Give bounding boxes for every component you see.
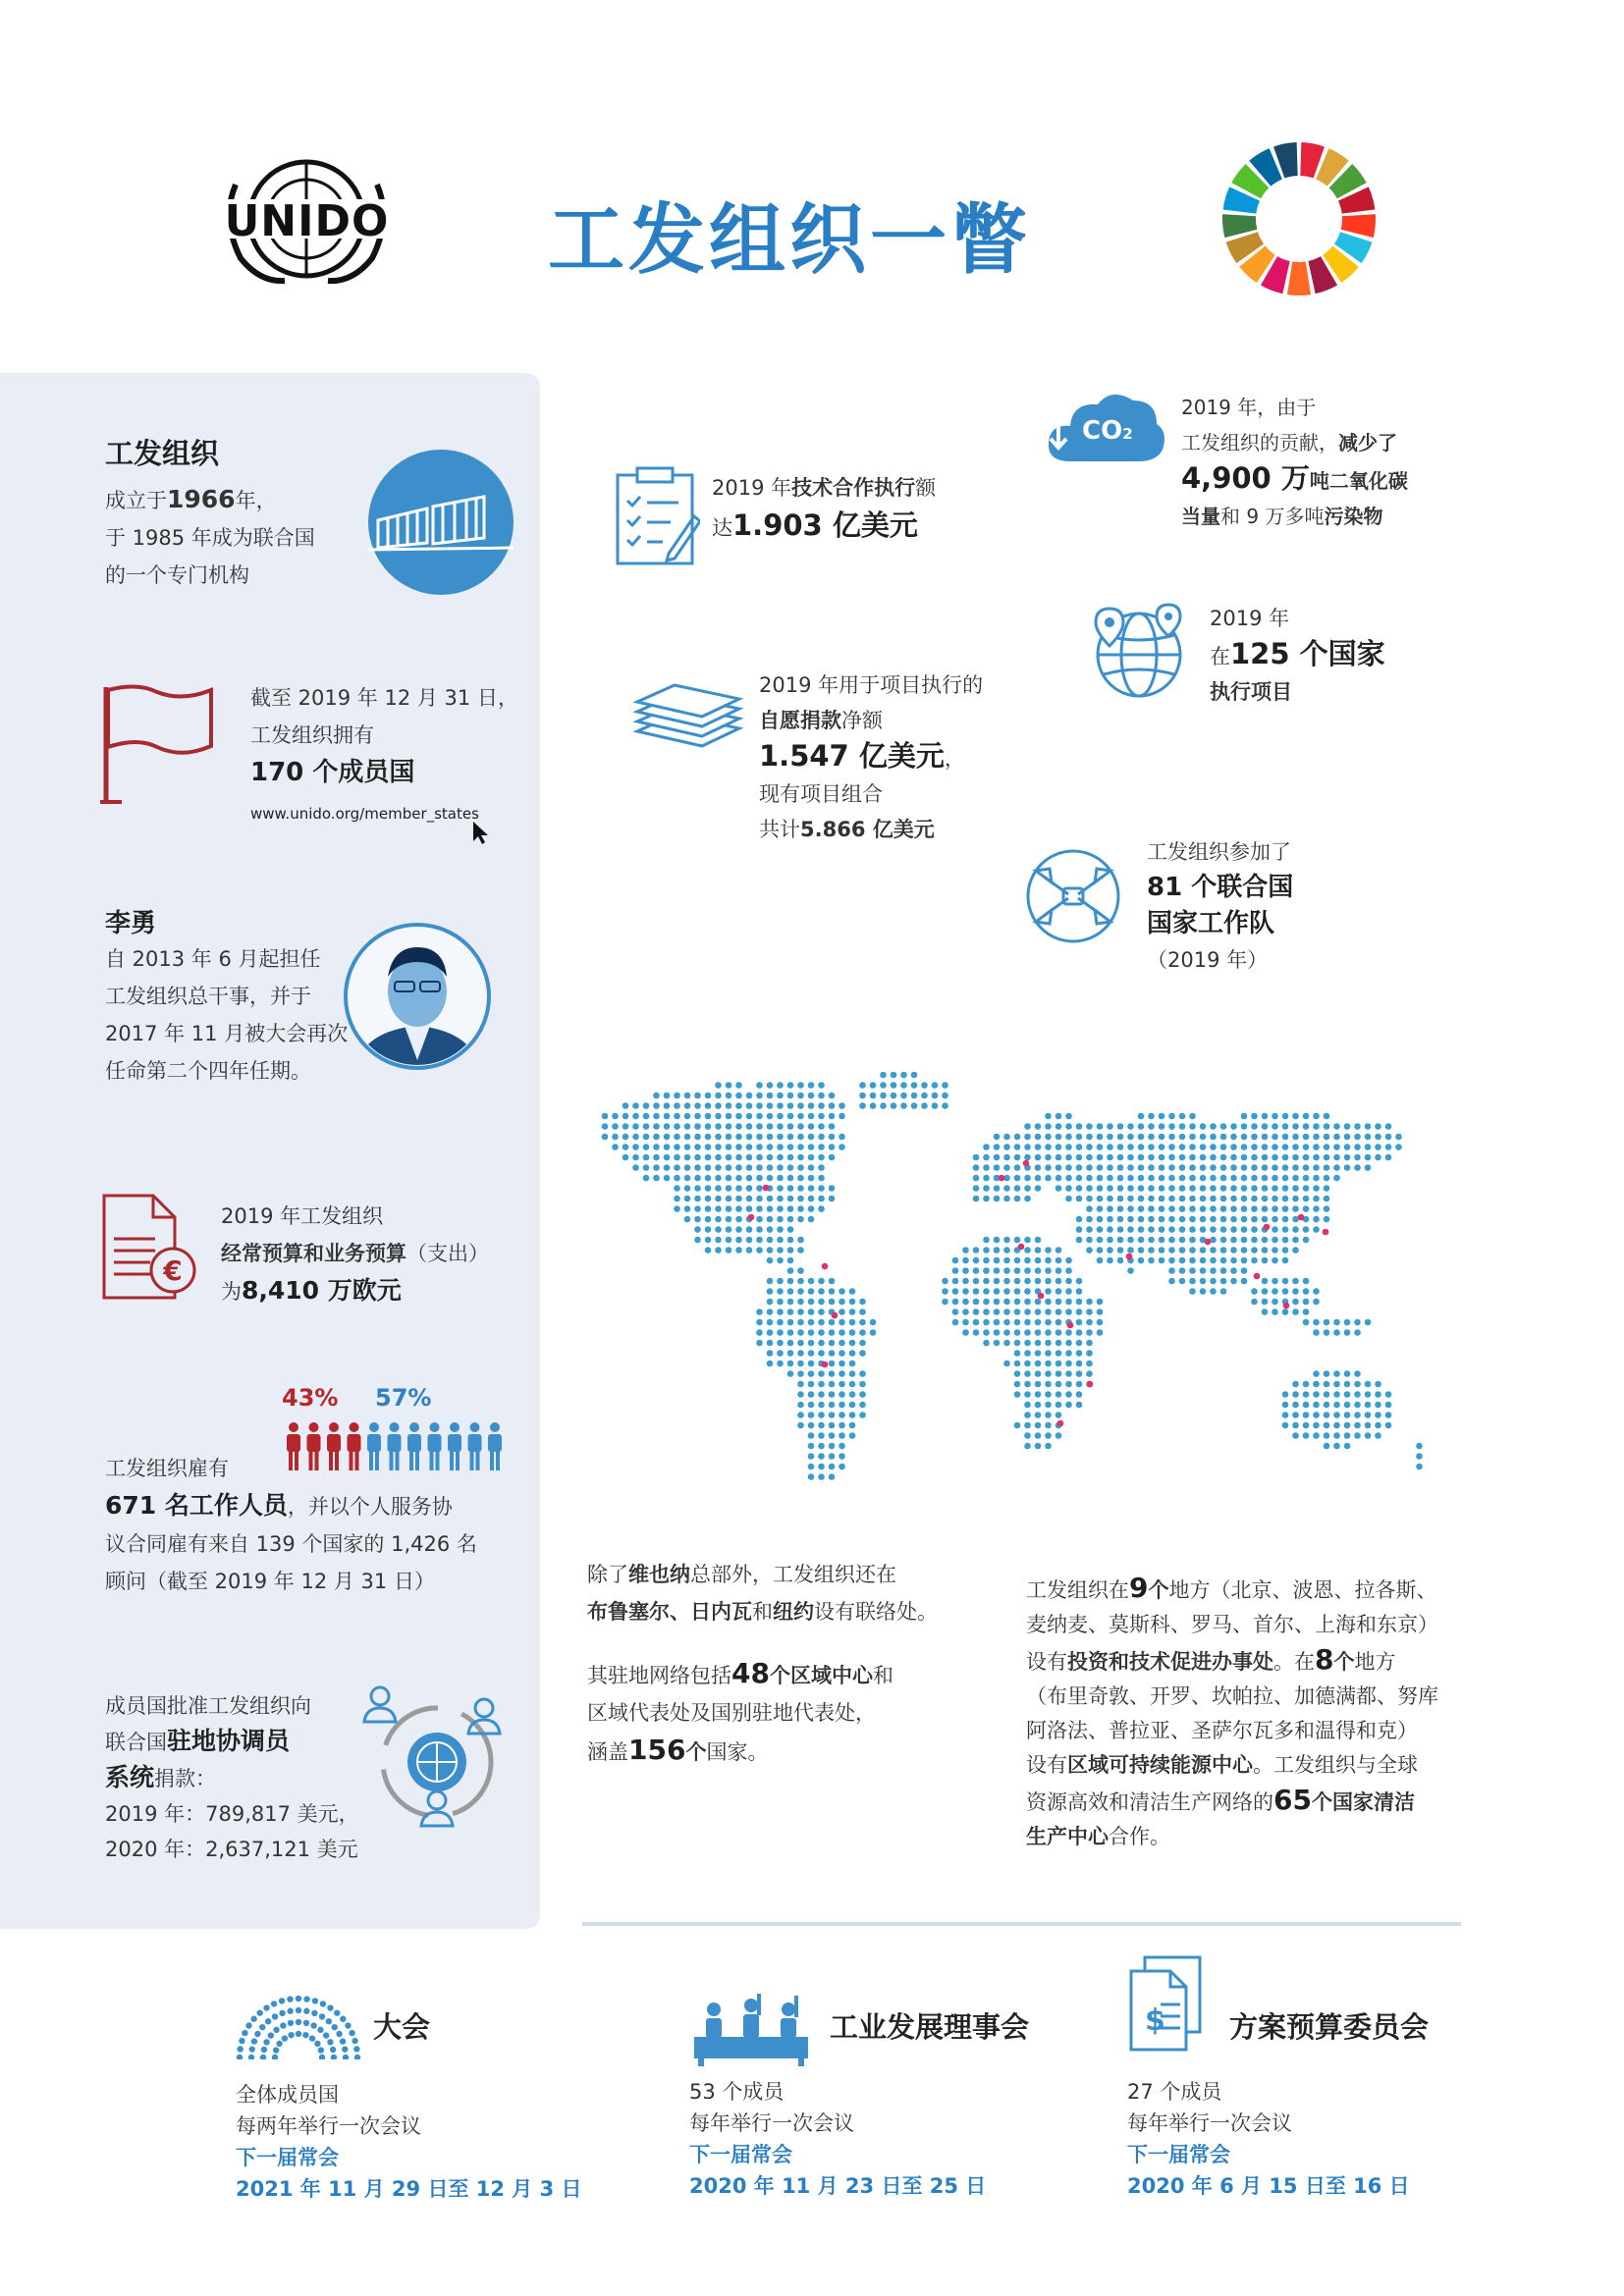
clipboard-icon	[614, 465, 700, 567]
seat-dot	[257, 2009, 263, 2015]
seat-dot	[319, 2055, 325, 2059]
svg-text:$: $	[1145, 2003, 1165, 2038]
seat-dot	[343, 2055, 349, 2059]
founded-text: 成立于1966年， 于 1985 年成为联合国 的一个专门机构	[105, 485, 315, 587]
seat-dot	[296, 1996, 301, 2002]
committee-title-idb: 工业发展理事会	[830, 2010, 1030, 2044]
seat-dot	[249, 2046, 255, 2052]
seat-dot	[250, 2016, 256, 2022]
seat-dot	[245, 2022, 251, 2028]
unct-text: 工发组织参加了 81 个联合国 国家工作队 （2019 年）	[1147, 840, 1294, 972]
committee-frequency: 每两年举行一次会议	[236, 2114, 421, 2138]
seat-dot	[327, 2039, 333, 2045]
headquarters-icon	[368, 450, 514, 595]
un-network-icon	[358, 1679, 515, 1836]
field-network-text: 其驻地网络包括48个区域中心和 区域代表处及国别驻地代表处， 涵盖156个国家。	[587, 1657, 893, 1766]
dg-name: 李勇	[105, 909, 157, 938]
offices-centres-text: 工发组织在9个地方（北京、波恩、拉各斯、 麦纳麦、莫斯科、罗马、首尔、上海和东京） 设有投资和技术促进办事处。在8个地方 （布里奇敦、开罗、坎帕拉、加德满都、努库 阿洛法、普拉亚、圣萨尔瓦多和温得和克） 设有区域可持续能源中心。工发组织与全球 资源高效和清洁生产网络的65个国家清洁 生产中心合作。	[1026, 1572, 1438, 1848]
hands-teamwork-icon	[1024, 847, 1122, 945]
seat-dot	[340, 2038, 346, 2044]
committee-next-date: 2020 年 11 月 23 日至 25 日	[689, 2174, 987, 2198]
seat-dot	[273, 2047, 279, 2053]
seat-dot	[287, 1996, 293, 2002]
office-dot	[1023, 1160, 1030, 1167]
seat-dot	[332, 2024, 338, 2030]
seat-dot	[340, 2016, 346, 2022]
staff-female-percent: 43%	[282, 1384, 339, 1412]
euro-document-icon	[96, 1190, 204, 1306]
sdg-segment	[1287, 261, 1311, 295]
seat-dot	[251, 2038, 257, 2044]
seat-dot	[303, 1996, 309, 2002]
seat-dot	[237, 2055, 243, 2059]
office-dot	[1126, 1254, 1133, 1260]
office-dot	[1254, 1273, 1261, 1280]
seat-dot	[323, 2032, 329, 2038]
seat-dot	[318, 2047, 324, 2053]
seat-dot	[296, 2019, 301, 2025]
office-dot	[1018, 1244, 1025, 1251]
seat-dot	[271, 2001, 277, 2006]
budget-text: 2019 年工发组织 经常预算和业务预算（支出） 为8,410 万欧元	[221, 1204, 489, 1305]
committee-members: 53 个成员	[689, 2080, 785, 2104]
committee-title-pbc: 方案预算委员会	[1229, 2010, 1430, 2044]
general-conference-icon	[236, 1993, 361, 2059]
seat-dot	[263, 2004, 269, 2010]
committee-idb	[689, 2076, 986, 2202]
seat-dot	[327, 2004, 333, 2010]
seat-dot	[263, 2039, 269, 2045]
sdg-wheel-icon	[1220, 140, 1378, 297]
office-dot	[1323, 1229, 1329, 1236]
section-divider	[582, 1922, 1461, 1926]
seat-dot	[276, 2041, 282, 2047]
co2-icon-text: CO2	[1082, 416, 1133, 446]
seat-dot	[309, 2035, 315, 2041]
seat-dot	[319, 2013, 325, 2019]
person-icon	[488, 1422, 502, 1470]
committee-frequency: 每年举行一次会议	[689, 2111, 854, 2135]
co2-text: 2019 年，由于 工发组织的贡献，减少了 4,900 万吨二氧化碳 当量和 9 万多吨污染物	[1181, 396, 1408, 528]
seat-dot	[336, 2031, 342, 2037]
seat-dot	[280, 2022, 286, 2028]
seat-dot	[303, 2020, 309, 2026]
office-dot	[822, 1263, 829, 1270]
seat-dot	[242, 2030, 247, 2036]
office-dot	[1087, 1381, 1094, 1388]
budget-documents-icon	[1127, 1953, 1206, 2054]
seat-dot	[311, 2010, 317, 2016]
office-dot	[1205, 1239, 1212, 1246]
world-map	[579, 1070, 1473, 1522]
seat-dot	[237, 2046, 243, 2052]
seat-dot	[353, 2046, 359, 2052]
committee-frequency: 每年举行一次会议	[1127, 2111, 1292, 2135]
seat-dot	[314, 2041, 320, 2047]
office-dot	[1038, 1293, 1045, 1300]
committee-next-date: 2020 年 6 月 15 日至 16 日	[1127, 2174, 1410, 2198]
office-dot	[1067, 1322, 1074, 1329]
member-states-link[interactable]: www.unido.org/member_states	[250, 805, 479, 823]
seat-dot	[354, 2055, 360, 2059]
seat-dot	[287, 2008, 293, 2014]
staff-text: 工发组织雇有 671 名工作人员，并以个人服务协 议合同雇有来自 139 个国家的 1,426 名 顾问（截至 2019 年 12 月 31 日）	[105, 1457, 477, 1593]
seat-dot	[268, 2032, 274, 2038]
cursor-icon	[471, 820, 493, 845]
seat-dot	[345, 2022, 351, 2028]
unido-logo	[216, 145, 398, 293]
committee-next-label: 下一届常会	[1127, 2143, 1230, 2166]
tech-cooperation-text: 2019 年技术合作执行额 达1.903 亿美元	[712, 476, 937, 542]
co2-cloud-icon	[1041, 385, 1168, 473]
office-dot	[748, 1214, 755, 1221]
seat-dot	[272, 2055, 278, 2059]
money-stack-icon	[633, 677, 743, 751]
liaison-offices-text: 除了维也纳总部外，工发组织还在 布鲁塞尔、日内瓦和纽约设有联络处。	[587, 1563, 938, 1624]
seat-dot	[259, 2024, 265, 2030]
dg-portrait	[344, 923, 491, 1070]
seat-dot	[261, 2047, 267, 2053]
members-text: 截至 2019 年 12 月 31 日， 工发组织拥有 170 个成员国	[250, 686, 518, 787]
seat-dot	[352, 2038, 357, 2044]
seat-dot	[312, 1998, 318, 2003]
office-dot	[1298, 1214, 1305, 1221]
committee-next-date: 2021 年 11 月 29 日至 12 月 3 日	[236, 2177, 582, 2201]
seat-dot	[342, 2046, 348, 2052]
office-dot	[999, 1175, 1005, 1182]
org-heading: 工发组织	[105, 437, 220, 470]
committee-pbc	[1127, 2076, 1410, 2202]
seat-dot	[302, 2032, 308, 2038]
seat-dot	[296, 2007, 301, 2013]
seat-dot	[265, 2018, 271, 2024]
seat-dot	[303, 2008, 309, 2014]
office-dot	[1264, 1224, 1271, 1231]
board-meeting-icon	[692, 1988, 810, 2066]
committee-general-conference	[236, 2079, 582, 2205]
office-dot	[822, 1362, 829, 1368]
committee-members: 全体成员国	[236, 2083, 339, 2107]
seat-dot	[254, 2031, 260, 2037]
seat-dot	[296, 2031, 301, 2037]
globe-pin-icon	[1090, 601, 1188, 699]
staff-male-percent: 57%	[375, 1384, 432, 1412]
voluntary-contributions-text: 2019 年用于项目执行的 自愿捐款净额 1.547 亿美元， 现有项目组合 共计5.866 亿美元	[759, 673, 984, 841]
seat-dot	[288, 2020, 294, 2026]
seat-dot	[282, 2035, 288, 2041]
seat-dot	[334, 2009, 340, 2015]
seat-dot	[273, 2027, 279, 2033]
seat-dot	[260, 2055, 266, 2059]
seat-dot	[239, 2038, 244, 2044]
office-dot	[1057, 1420, 1064, 1427]
committee-members: 27 个成员	[1127, 2080, 1222, 2104]
countries-text: 2019 年 在125 个国家 执行项目	[1210, 607, 1385, 704]
seat-dot	[279, 1998, 285, 2003]
svg-text:€: €	[163, 1255, 183, 1287]
seat-dot	[330, 2047, 336, 2053]
seat-dot	[279, 2010, 285, 2016]
seat-dot	[317, 2027, 323, 2033]
committee-next-label: 下一届常会	[236, 2146, 339, 2169]
logo-text: UNIDO	[224, 196, 390, 246]
office-dot	[1283, 1303, 1290, 1309]
seat-dot	[272, 2013, 278, 2019]
flag-icon	[98, 682, 216, 805]
seat-dot	[320, 2001, 326, 2006]
resident-coordinator-text: 成员国批准工发组织向 联合国驻地协调员 系统捐款： 2019 年：789,817 美元， 2020 年：2,637,121 美元	[105, 1694, 359, 1861]
seat-dot	[248, 2055, 254, 2059]
office-dot	[763, 1185, 770, 1192]
seat-dot	[331, 2055, 337, 2059]
dg-text: 自 2013 年 6 月起担任 工发组织总干事，并于 2017 年 11 月被大会再次 任命第二个四年任期。	[105, 947, 349, 1083]
seat-dot	[326, 2018, 332, 2024]
seat-dot	[349, 2030, 354, 2036]
committee-next-label: 下一届常会	[689, 2143, 792, 2166]
seat-dot	[310, 2022, 316, 2028]
seat-dot	[288, 2032, 294, 2038]
committee-title-general-conference: 大会	[373, 2010, 431, 2044]
page-title: 工发组织一瞥	[548, 196, 1032, 285]
office-dot	[832, 1312, 839, 1319]
